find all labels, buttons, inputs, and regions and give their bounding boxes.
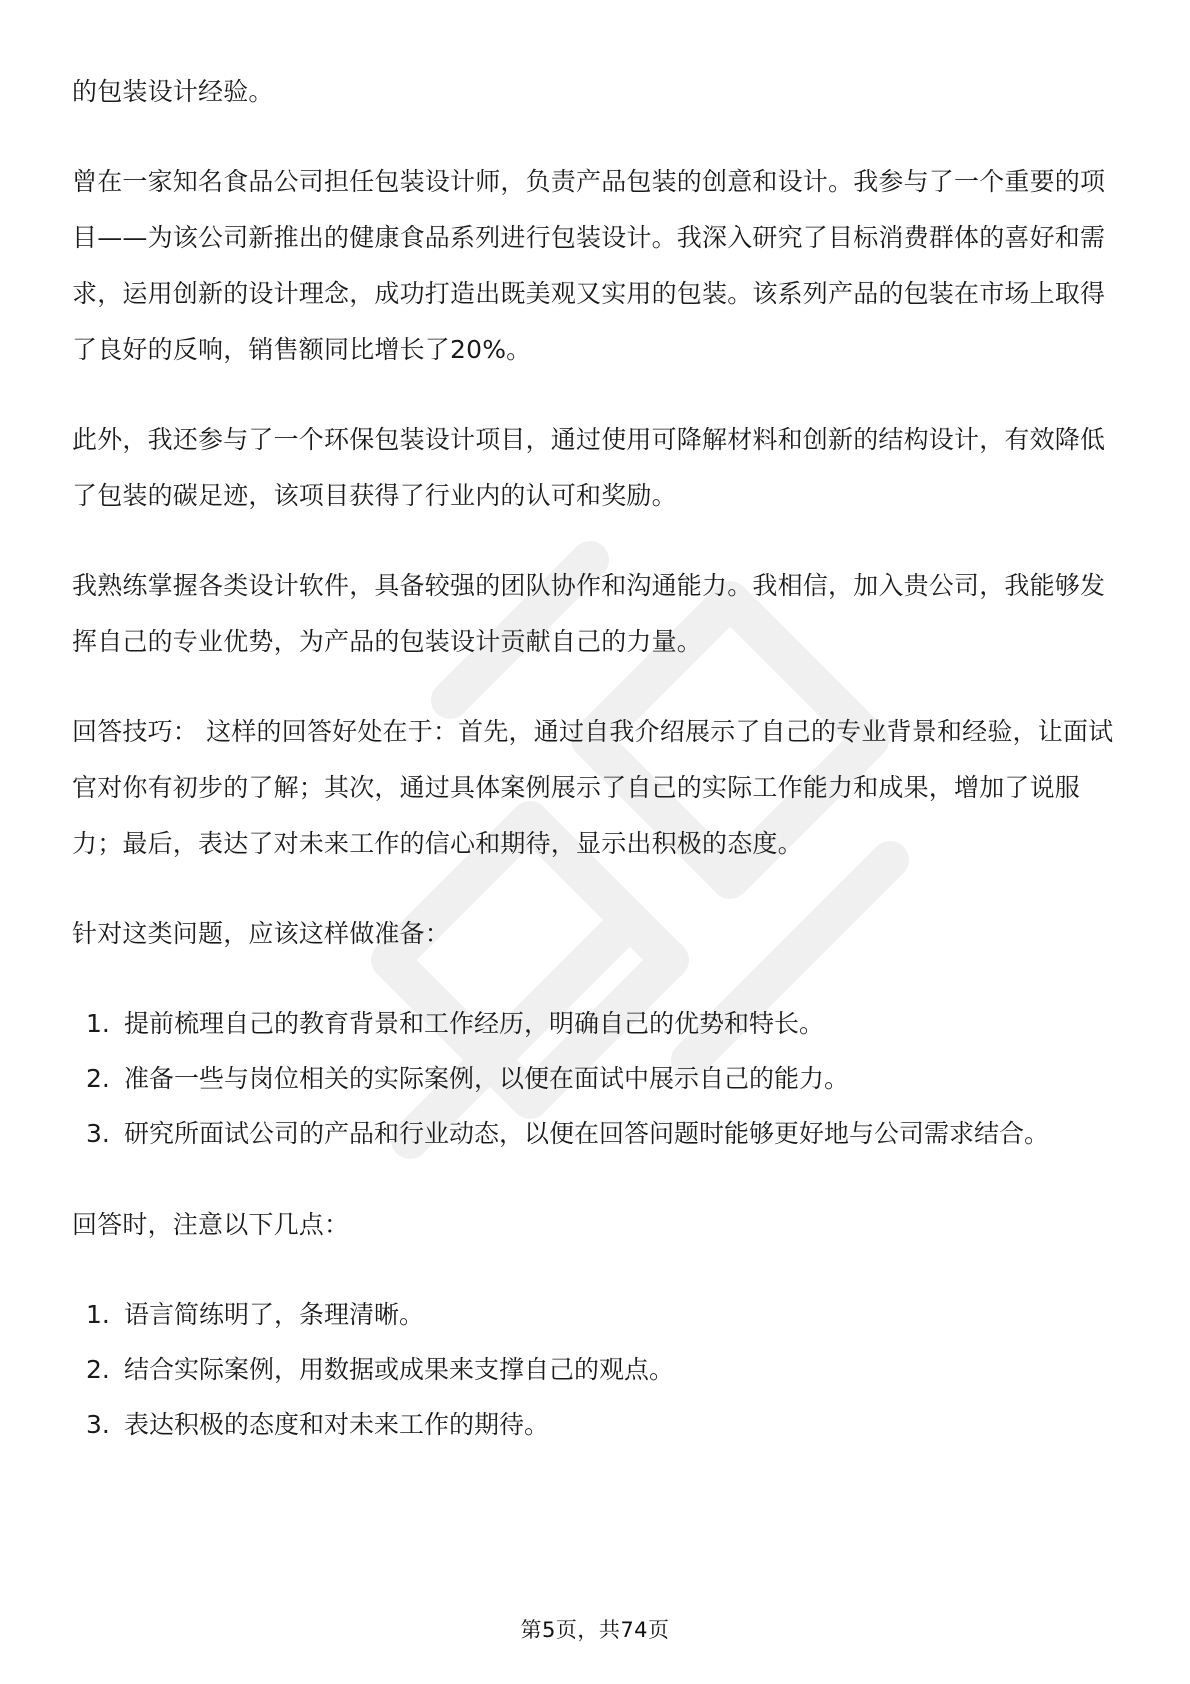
list-item-text: 语言简练明了，条理清晰。 [124,1300,425,1329]
list-item-text: 研究所面试公司的产品和行业动态，以便在回答问题时能够更好地与公司需求结合。 [124,1119,1050,1148]
list-number: 1. [86,1300,110,1329]
list-number: 2. [86,1355,110,1384]
answer-list [72,1287,1122,1452]
list-item-text: 结合实际案例，用数据或成果来支撑自己的观点。 [124,1355,675,1384]
paragraph-eco-project: 此外，我还参与了一个环保包装设计项目，通过使用可降解材料和创新的结构设计，有效降低了包装的碳足迹，该项目获得了行业内的认可和奖励。 [72,425,1106,510]
paragraph-answer-heading: 回答时，注意以下几点： [72,1210,350,1239]
page-number-footer: 第5页，共74页 [520,1618,670,1642]
paragraph-prep-heading: 针对这类问题，应该这样做准备： [72,919,451,948]
list-item [72,1397,1122,1452]
list-number: 3. [86,1119,110,1148]
list-item-text: 提前梳理自己的教育背景和工作经历，明确自己的优势和特长。 [124,1009,825,1038]
list-item [72,1051,1122,1106]
list-item [72,996,1122,1051]
paragraph-answer-tips: 回答技巧： 这样的回答好处在于：首先，通过自我介绍展示了自己的专业背景和经验，让面试官对你有初步的了解；其次，通过具体案例展示了自己的实际工作能力和成果，增加了说服力；最后，表达了对未来工作的信心和期待，显示出积极的态度。 [72,717,1114,858]
paragraph-intro-tail: 的包装设计经验。 [72,77,274,106]
list-number: 3. [86,1410,110,1439]
document-body [72,64,1122,1488]
list-item-text: 准备一些与岗位相关的实际案例，以便在面试中展示自己的能力。 [124,1064,850,1093]
list-number: 2. [86,1064,110,1093]
list-item [72,1287,1122,1342]
prep-list [72,996,1122,1161]
list-item-text: 表达积极的态度和对未来工作的期待。 [124,1410,550,1439]
paragraph-skills: 我熟练掌握各类设计软件，具备较强的团队协作和沟通能力。我相信，加入贵公司，我能够发挥自己的专业优势，为产品的包装设计贡献自己的力量。 [72,571,1106,656]
list-item [72,1342,1122,1397]
list-number: 1. [86,1009,110,1038]
list-item [72,1106,1122,1161]
paragraph-experience: 曾在一家知名食品公司担任包装设计师，负责产品包装的创意和设计。我参与了一个重要的项目——为该公司新推出的健康食品系列进行包装设计。我深入研究了目标消费群体的喜好和需求，运用创新的设计理念，成功打造出既美观又实用的包装。该系列产品的包装在市场上取得了良好的反响，销售额同比增长了20%。 [72,167,1106,364]
